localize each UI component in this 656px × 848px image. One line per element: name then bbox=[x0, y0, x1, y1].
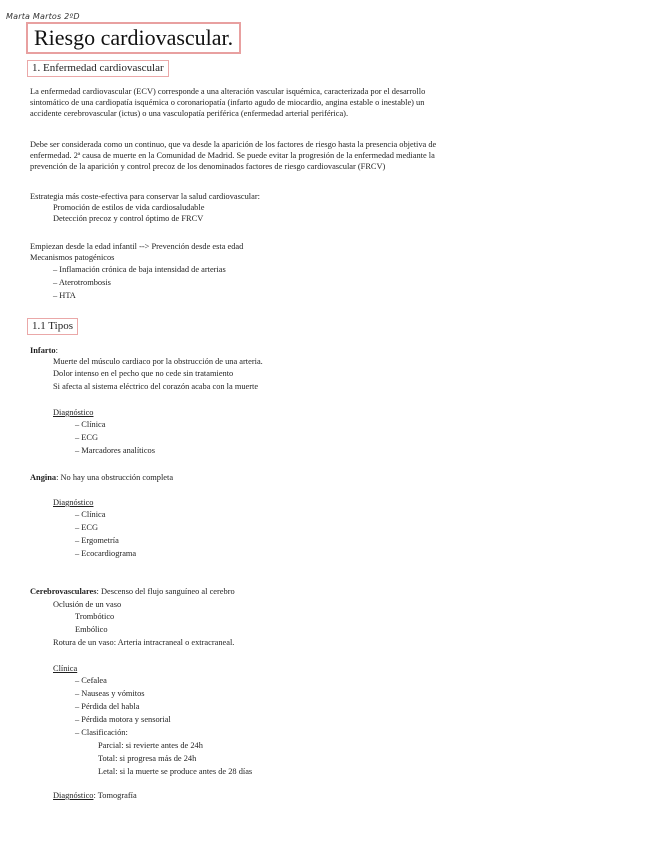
clinic-item: – Pérdida del habla bbox=[75, 702, 140, 711]
section-heading-tipos: 1.1 Tipos bbox=[27, 318, 78, 335]
cerebro-diagnosis-title: Diagnóstico bbox=[53, 791, 94, 800]
cerebro-diagnosis bbox=[53, 790, 137, 801]
classification-item: Letal: si la muerte se produce antes de 28 días bbox=[98, 767, 253, 776]
clinic-item: – Pérdida motora y sensorial bbox=[75, 715, 171, 724]
page-title: Riesgo cardiovascular. bbox=[26, 22, 241, 54]
ecv-continuum-line-3: prevención de la aparición y control precoz de los denominados factores de riesgo cardiovascular (FRCV) bbox=[30, 162, 386, 171]
classification-item: Total: si progresa más de 24h bbox=[98, 754, 197, 763]
angina-diagnosis-item: – ECG bbox=[75, 523, 99, 532]
classification-item: Parcial: si revierte antes de 24h bbox=[98, 741, 203, 750]
infarto-diagnosis-item: – ECG bbox=[75, 433, 99, 442]
cerebro-diagnosis-text: : Tomografía bbox=[93, 791, 137, 800]
author-name: Marta Martos 2ºD bbox=[6, 12, 80, 21]
occlusion-item: Trombótico bbox=[75, 612, 115, 621]
angina-diagnosis-item: – Clínica bbox=[75, 510, 106, 519]
angina-diagnosis-item: – Ergometría bbox=[75, 536, 119, 545]
infarto-label: Infarto bbox=[30, 346, 56, 355]
clinic-title: Clínica bbox=[53, 664, 78, 673]
ecv-continuum-line-2: enfermedad. 2ª causa de muerte en la Comunidad de Madrid. Se puede evitar la progresión de la enfermedad mediante la bbox=[30, 151, 435, 160]
cerebro-text: : Descenso del flujo sanguíneo al cerebro bbox=[96, 587, 235, 596]
angina-diagnosis-title: Diagnóstico bbox=[53, 498, 94, 507]
infarto-diagnosis-item: – Marcadores analíticos bbox=[75, 446, 155, 455]
cerebro-label: Cerebrovasculares bbox=[30, 587, 97, 596]
strategy-item: Detección precoz y control óptimo de FRCV bbox=[53, 214, 204, 223]
ecv-definition-line-2: sintomático de una cardiopatía isquémica o coronariopatía (infarto agudo de miocardio, angina estable o inestable) un bbox=[30, 98, 425, 107]
infarto-line: Dolor intenso en el pecho que no cede sin tratamiento bbox=[53, 369, 234, 378]
mechanism-item: – Aterotrombosis bbox=[53, 278, 111, 287]
infarto-heading: Infarto: bbox=[30, 346, 58, 355]
infarto-line: Si afecta al sistema eléctrico del corazón acaba con la muerte bbox=[53, 382, 259, 391]
occlusion-item: Embólico bbox=[75, 625, 108, 634]
strategy-item: Promoción de estilos de vida cardiosaludable bbox=[53, 203, 205, 212]
clinic-item: – Cefalea bbox=[75, 676, 107, 685]
rupture-line: Rotura de un vaso: Arteria intracraneal o extracraneal. bbox=[53, 638, 235, 647]
ecv-continuum-line-1: Debe ser considerada como un continuo, que va desde la aparición de los factores de riesgo hasta la presencia objetiva de bbox=[30, 140, 437, 149]
ecv-definition-line-3: accidente cerebrovascular (ictus) o una vasculopatía periférica (enfermedad arterial periférica). bbox=[30, 109, 349, 118]
occlusion-title: Oclusión de un vaso bbox=[53, 600, 122, 609]
mechanism-item: – HTA bbox=[53, 291, 76, 300]
strategy-title: Estrategia más coste-efectiva para conservar la salud cardiovascular: bbox=[30, 192, 260, 201]
infarto-diagnosis-title: Diagnóstico bbox=[53, 408, 94, 417]
angina-text: : No hay una obstrucción completa bbox=[56, 473, 174, 482]
angina-label: Angina bbox=[30, 473, 57, 482]
cerebro-line bbox=[30, 586, 235, 597]
mechanism-item: – Inflamación crónica de baja intensidad de arterias bbox=[53, 265, 226, 274]
section-heading-ecv: 1. Enfermedad cardiovascular bbox=[27, 60, 169, 77]
clinic-item: – Nauseas y vómitos bbox=[75, 689, 145, 698]
infarto-diagnosis-item: – Clínica bbox=[75, 420, 106, 429]
mechanisms-title: Mecanismos patogénicos bbox=[30, 253, 115, 262]
ecv-definition-line-1: La enfermedad cardiovascular (ECV) corresponde a una alteración vascular isquémica, caracterizada por el desarrollo bbox=[30, 87, 426, 96]
childhood-prevention: Empiezan desde la edad infantil --> Prevención desde esta edad bbox=[30, 242, 244, 251]
angina-diagnosis-item: – Ecocardiograma bbox=[75, 549, 137, 558]
clinic-item: – Clasificación: bbox=[75, 728, 128, 737]
infarto-line: Muerte del músculo cardiaco por la obstrucción de una arteria. bbox=[53, 357, 263, 366]
angina-line bbox=[30, 472, 173, 483]
